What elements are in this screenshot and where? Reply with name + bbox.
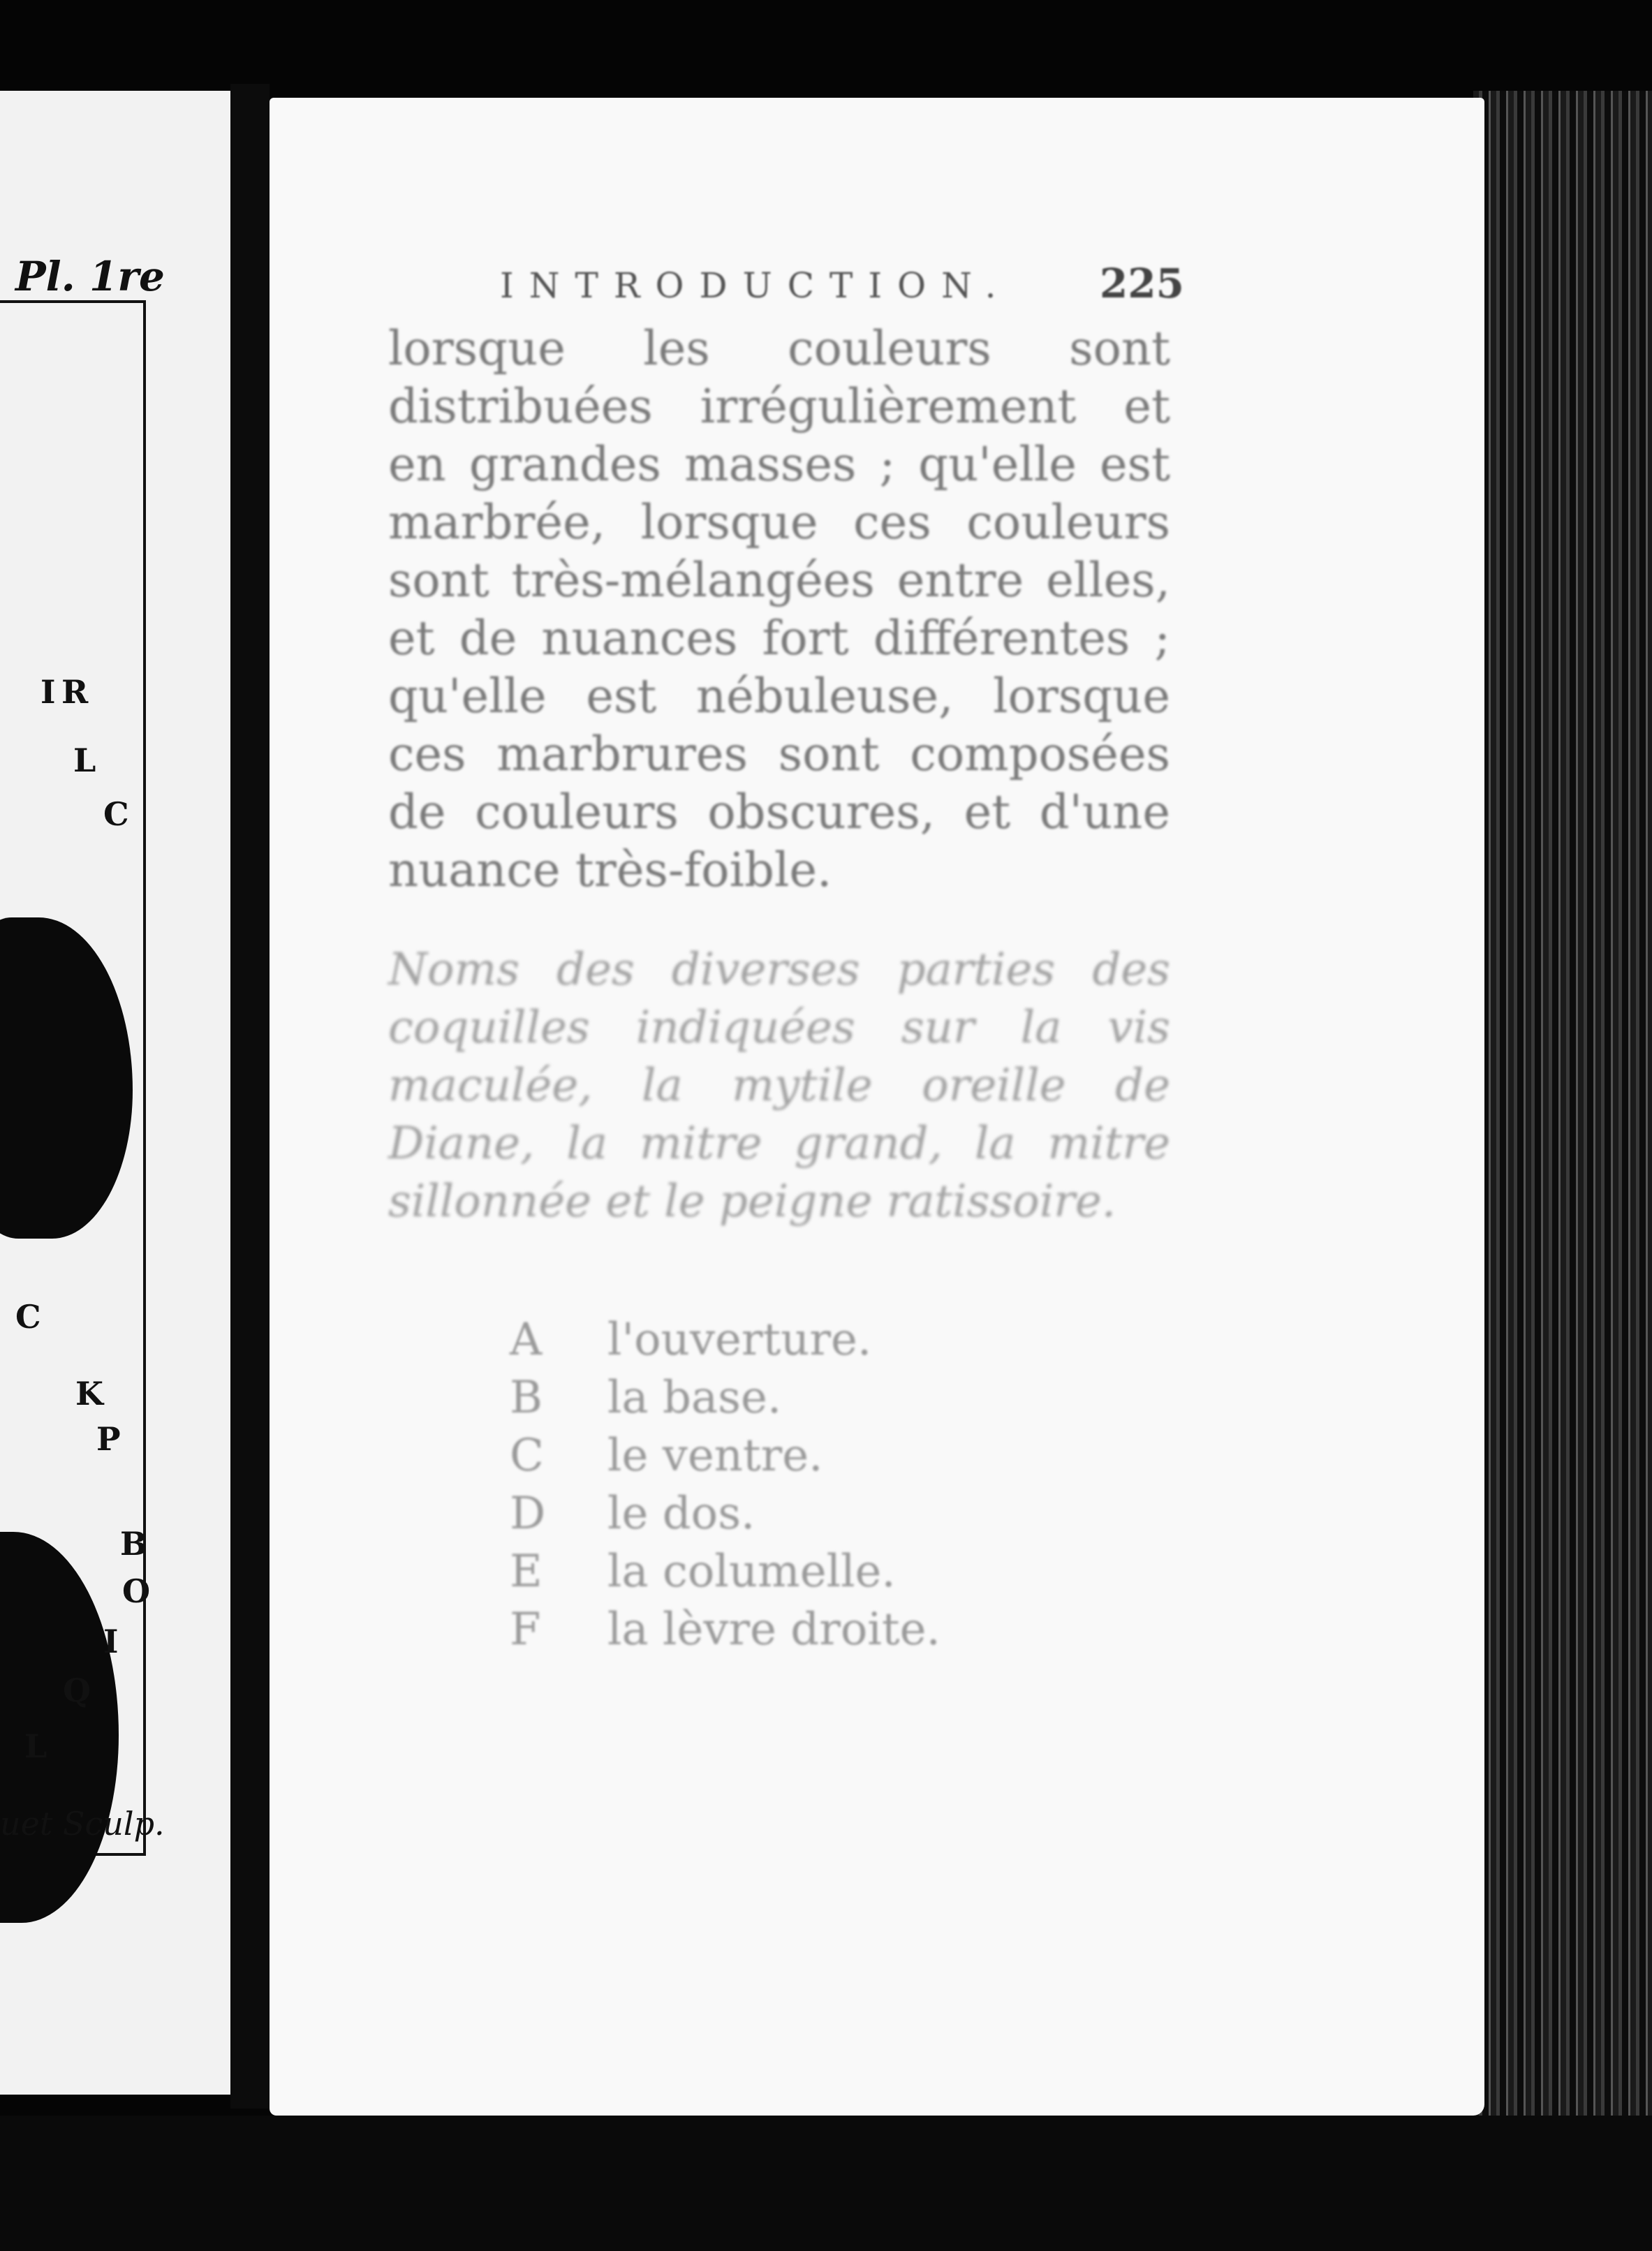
legend-letter: A [510, 1314, 543, 1366]
plate-frame [0, 300, 151, 1856]
legend-letter: F [510, 1604, 541, 1655]
legend-letter: D [510, 1488, 546, 1540]
plate-letter: B [120, 1525, 147, 1563]
legend-label: la columelle. [607, 1546, 896, 1597]
legend-label: l'ouverture. [607, 1314, 872, 1366]
shell-illustration-upper [0, 917, 133, 1239]
legend-item [510, 1601, 941, 1659]
legend-label: le dos. [607, 1488, 755, 1540]
left-page-plate [0, 91, 235, 2095]
plate-title: Pl. 1re [15, 253, 165, 300]
legend-letter: E [510, 1546, 543, 1597]
engraver-credit: uet Sculp. [0, 1805, 165, 1843]
running-header [500, 260, 1184, 307]
book-gutter [230, 84, 270, 2109]
legend-label: la lèvre droite. [607, 1604, 941, 1655]
section-heading: Noms des diverses parties des coquilles indiquées sur la vis maculée, la mytile oreille de Diane, la mitre grand, la mitre sillonnée et le peigne ratissoire. [388, 944, 1170, 1227]
legend-label: le ventre. [607, 1430, 823, 1482]
plate-letter: C [103, 795, 129, 833]
legend-letter: B [510, 1372, 543, 1424]
legend-item [510, 1427, 941, 1485]
legend-item [510, 1543, 941, 1601]
legend-item [510, 1311, 941, 1369]
plate-letter: R [61, 673, 89, 711]
parts-legend [510, 1311, 941, 1659]
plate-letter: O [122, 1572, 151, 1610]
plate-letter: C [15, 1298, 41, 1336]
shell-illustration-lower [0, 1532, 119, 1923]
legend-letter: C [510, 1430, 544, 1482]
plate-letter: I [40, 673, 56, 711]
plate-letter: P [96, 1420, 121, 1458]
plate-letter: I [103, 1623, 119, 1660]
legend-item [510, 1369, 941, 1427]
plate-letter: L [73, 741, 96, 779]
running-title: INTRODUCTION. [500, 265, 1012, 306]
plate-letter: Q [63, 1671, 91, 1709]
plate-letter: L [24, 1727, 47, 1765]
legend-label: la base. [607, 1372, 782, 1424]
plate-letter: K [75, 1375, 103, 1412]
body-paragraph: lorsque les couleurs sont distribuées irrégulièrement et en grandes masses ; qu'elle est marbrée, lorsque ces couleurs sont très-mélangées entre elles, et de nuances fort différentes ; qu'elle est nébuleuse, lorsque ces marbrures sont composées de couleurs obscures, et d'une nuance très-foible. [388, 321, 1170, 897]
scan-bottom-edge [0, 2116, 1652, 2251]
page-edges [1473, 91, 1652, 2157]
page-number: 225 [1099, 260, 1184, 307]
legend-item [510, 1485, 941, 1543]
